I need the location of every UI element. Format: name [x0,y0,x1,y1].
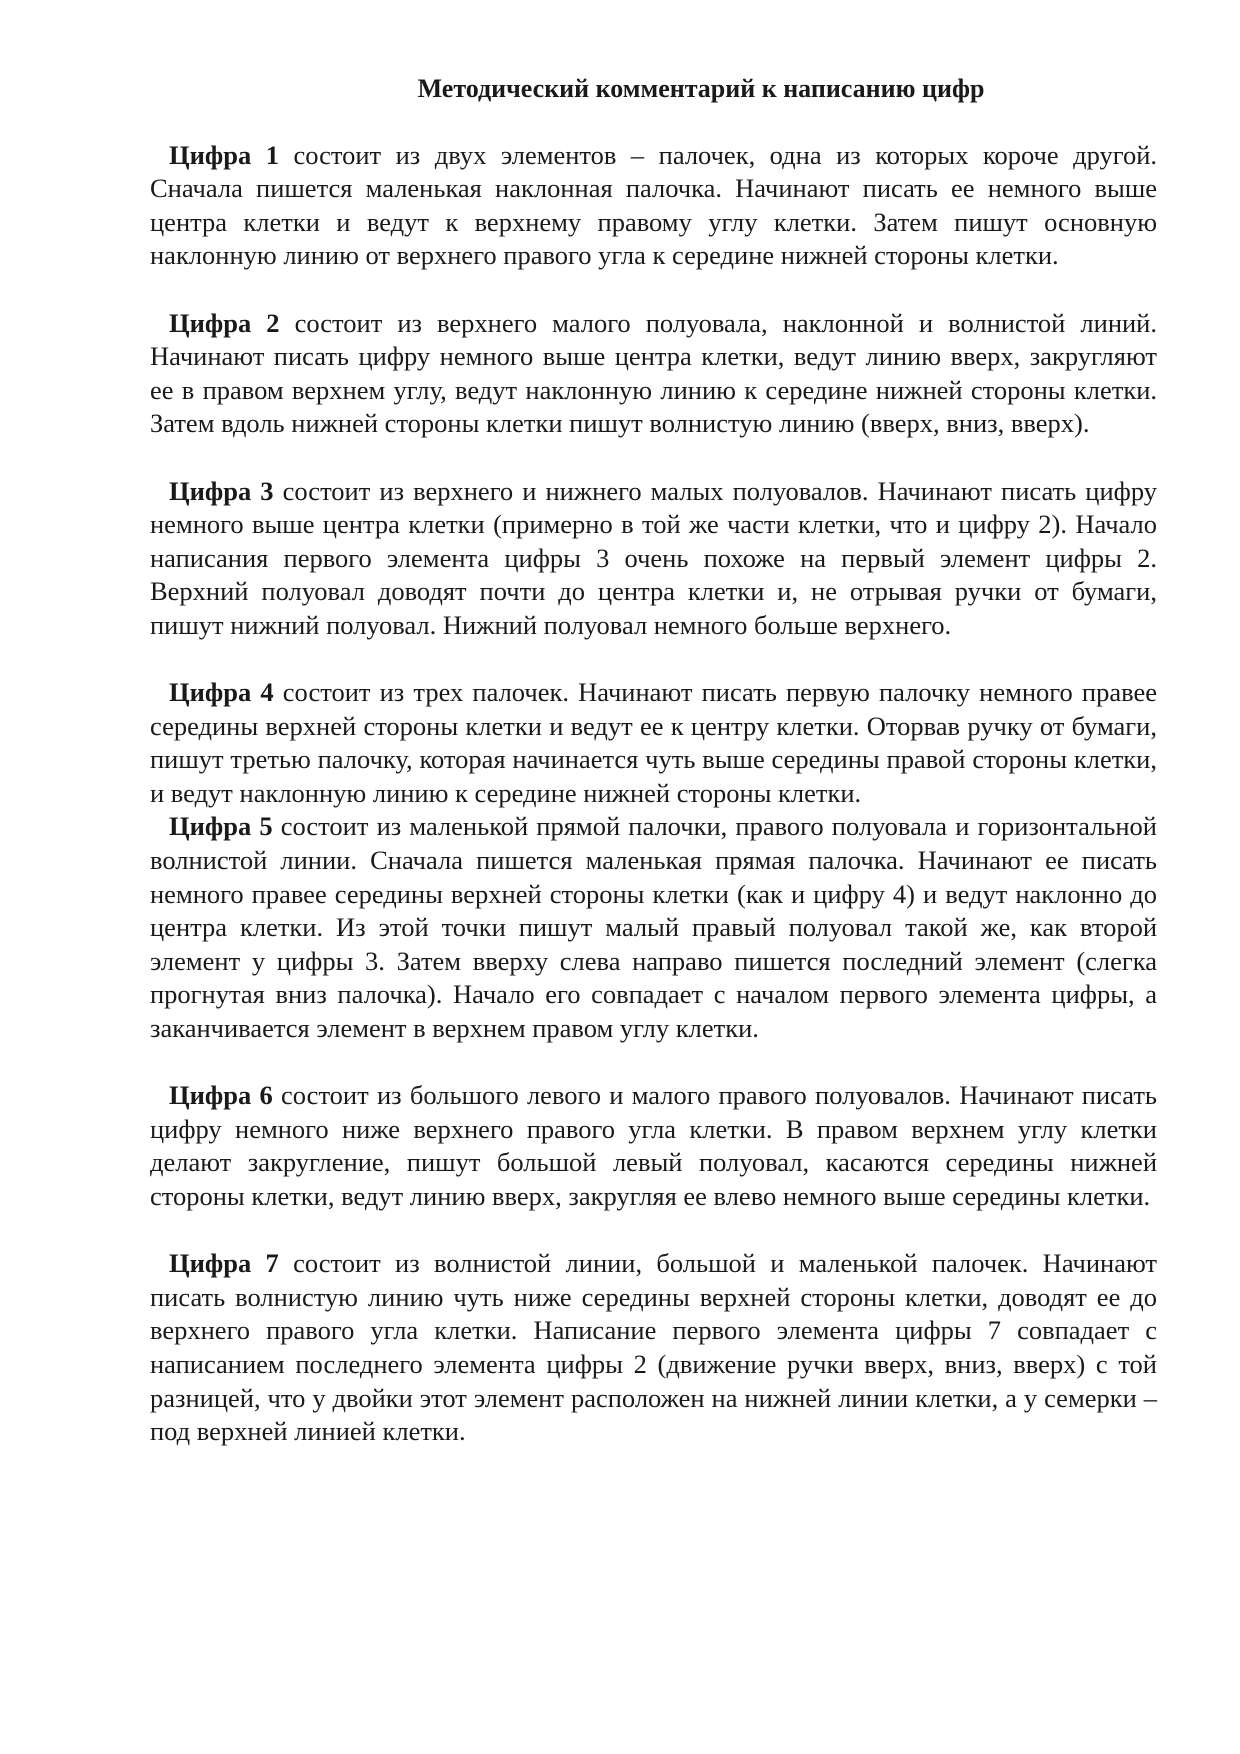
paragraph-spacer [150,1214,1157,1248]
paragraph-spacer [150,441,1157,475]
paragraph-lead: Цифра 5 [169,811,273,842]
paragraph-lead: Цифра 6 [169,1080,273,1111]
paragraph-text: состоит из маленькой прямой палочки, правого полуовала и горизонтальной волнистой линии. Сначала пишется маленькая прямая палочка. Начинают ее писать немного правее середины верхней стороны клетки (как и цифру 4) и ведут наклонно до центра клетки. Из этой точки пишут малый правый полуовал такой же, как второй элемент у цифры 3. Затем вверху слева направо пишется последний элемент (слегка прогнутая вниз палочка). Начало его совпадает с началом первого элемента цифры, а заканчивается элемент в верхнем правом углу клетки. [150,811,1157,1044]
paragraph-digit-4 [150,676,1157,810]
paragraph-digit-5 [150,810,1157,1045]
paragraph-digit-6 [150,1079,1157,1213]
paragraph-spacer [150,1046,1157,1080]
paragraph-text: состоит из большого левого и малого правого полуовалов. Начинают писать цифру немного ниже верхнего правого угла клетки. В правом верхнем углу клетки делают закругление, пишут большой левый полуовал, касаются середины нижней стороны клетки, ведут линию вверх, закругляя ее влево немного выше середины клетки. [150,1080,1157,1211]
paragraph-lead: Цифра 1 [169,139,279,170]
paragraph-text: состоит из двух элементов – палочек, одна из которых короче другой. Сначала пишется маленькая наклонная палочка. Начинают писать ее немного выше центра клетки и ведут к верхнему правому углу клетки. Затем пишут основную наклонную линию от верхнего правого угла к середине нижней стороны клетки. [150,139,1157,271]
paragraph-text: состоит из трех палочек. Начинают писать первую палочку немного правее середины верхней стороны клетки и ведут ее к центру клетки. Оторвав ручку от бумаги, пишут третью палочку, которая начинается чуть выше середины правой стороны клетки, и ведут наклонную линию к середине нижней стороны клетки. [150,677,1157,808]
paragraph-text: состоит из волнистой линии, большой и маленькой палочек. Начинают писать волнистую линию чуть ниже середины верхней стороны клетки, доводят ее до верхнего правого угла клетки. Написание первого элемента цифры 7 совпадает с написанием последнего элемента цифры 2 (движение ручки вверх, вниз, вверх) с той разницей, что у двойки этот элемент расположен на нижней линии клетки, а у семерки – под верхней линией клетки. [150,1248,1157,1447]
paragraph-spacer [150,643,1157,677]
paragraph-spacer [150,273,1157,307]
paragraph-digit-7 [150,1247,1157,1449]
page-title: Методический комментарий к написанию цифр [417,74,985,103]
paragraph-lead: Цифра 4 [169,677,274,708]
paragraph-lead: Цифра 2 [169,307,280,338]
document-page [150,72,1157,1449]
paragraph-lead: Цифра 7 [169,1248,279,1279]
paragraph-digit-2 [150,307,1157,441]
paragraph-digit-3 [150,475,1157,643]
paragraph-text: состоит из верхнего и нижнего малых полуовалов. Начинают писать цифру немного выше центра клетки (примерно в той же части клетки, что и цифру 2). Начало написания первого элемента цифры 3 очень похоже на первый элемент цифры 2. Верхний полуовал доводят почти до центра клетки и, не отрывая ручки от бумаги, пишут нижний полуовал. Нижний полуовал немного больше верхнего. [150,475,1157,640]
paragraph-lead: Цифра 3 [169,475,274,506]
paragraph-text: состоит из верхнего малого полуовала, наклонной и волнистой линий. Начинают писать цифру немного выше центра клетки, ведут линию вверх, закругляют ее в правом верхнем углу, ведут наклонную линию к середине нижней стороны клетки. Затем вдоль нижней стороны клетки пишут волнистую линию (вверх, вниз, вверх). [150,307,1157,439]
paragraph-digit-1 [150,139,1157,273]
